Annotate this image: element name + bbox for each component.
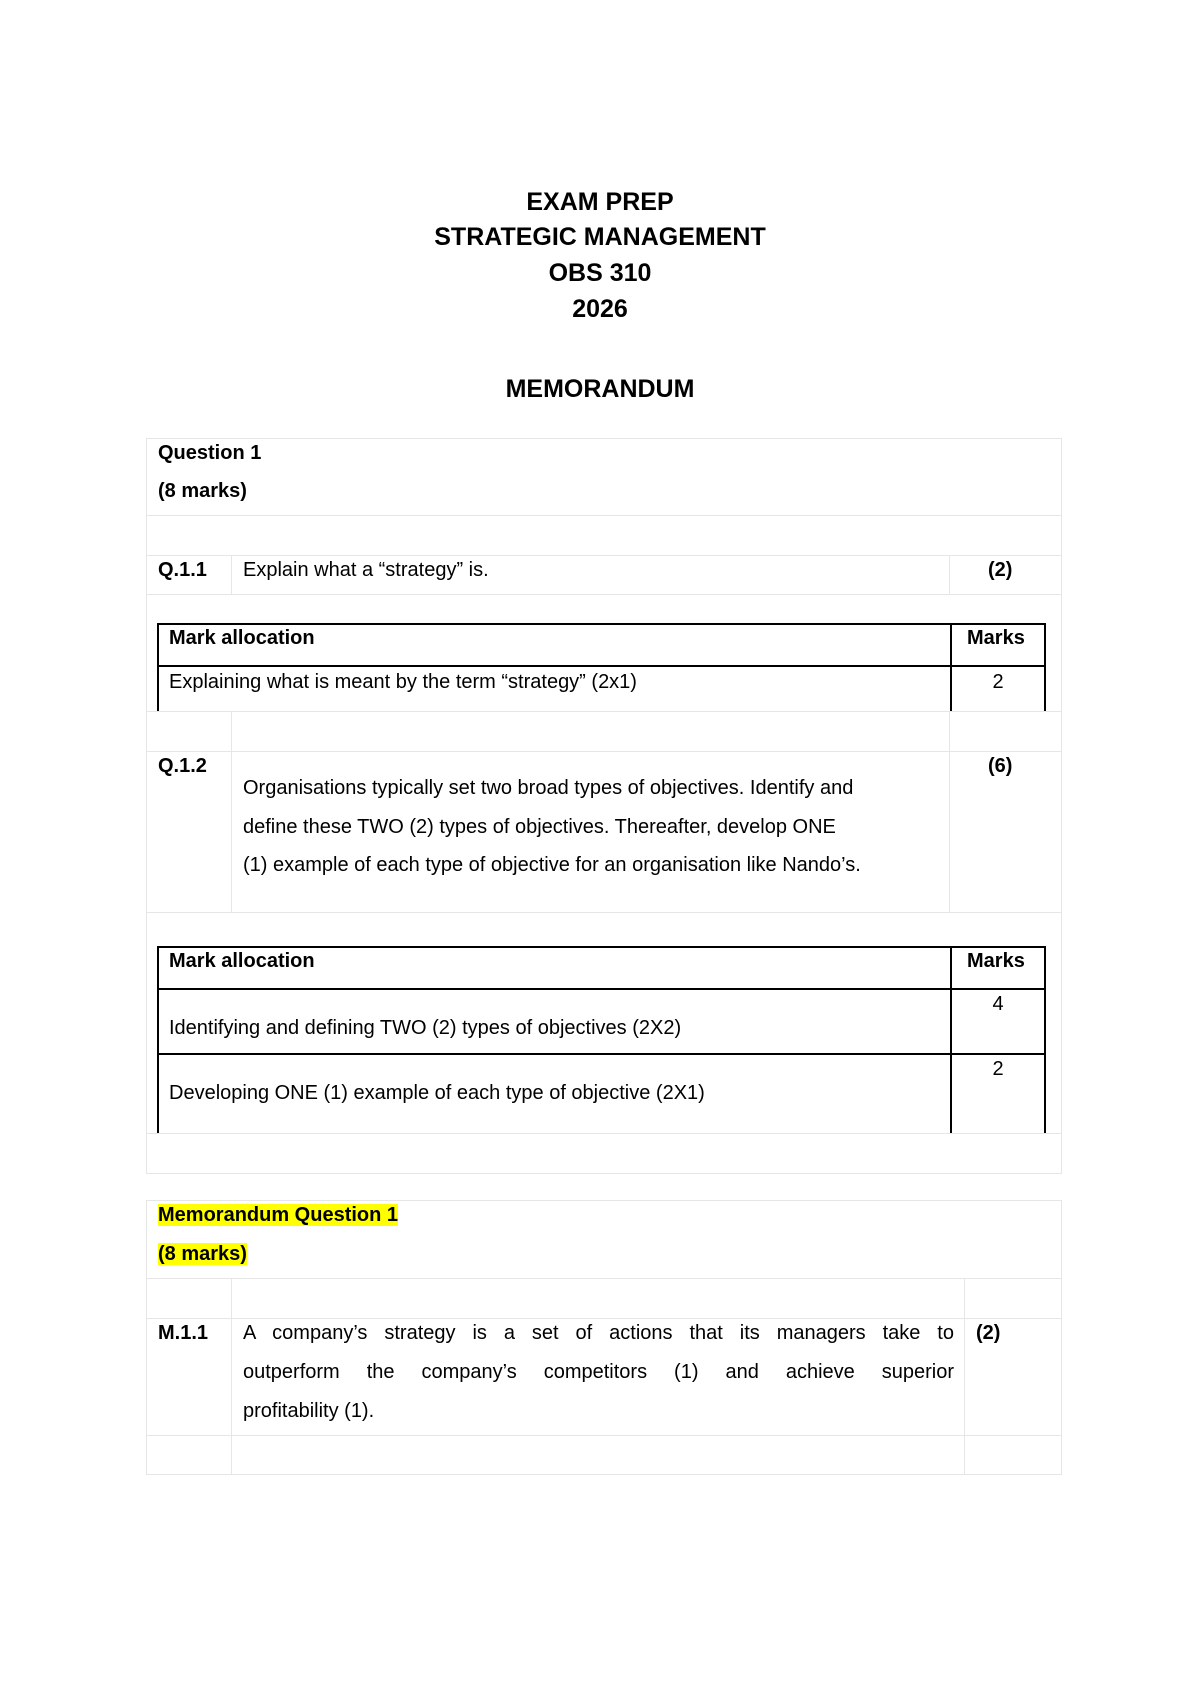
q-1-1-number: Q.1.1	[158, 559, 207, 581]
memo-question-1-heading-text: Memorandum Question 1	[158, 1204, 399, 1226]
q-1-2-marks: (6)	[988, 755, 1013, 777]
q-1-2-text-line-2: define these TWO (2) types of objectives. Thereafter, develop ONE	[243, 816, 836, 838]
m-1-1-text-line-2: outperform the company’s competitors (1) and achieve superior	[243, 1361, 954, 1383]
alloc-2-header-mark-allocation: Mark allocation	[169, 950, 315, 972]
alloc-2-row-1-marks: 4	[992, 993, 1004, 1015]
memo-question-1-marks	[158, 1242, 247, 1266]
memo-question-1-marks-text: (8 marks)	[158, 1243, 247, 1265]
question-1-marks: (8 marks)	[158, 480, 247, 502]
m-1-1-number: M.1.1	[158, 1322, 209, 1344]
q-1-1-text: Explain what a “strategy” is.	[243, 559, 489, 581]
alloc-2-row-1-text: Identifying and defining TWO (2) types of objectives (2X2)	[169, 1017, 682, 1039]
q-1-2-text-line-1: Organisations typically set two broad types of objectives. Identify and	[243, 777, 854, 799]
doc-title-memorandum: MEMORANDUM	[505, 375, 695, 403]
doc-title-exam-prep: EXAM PREP	[526, 188, 674, 216]
q-1-2-text-line-3: (1) example of each type of objective for an organisation like Nando’s.	[243, 854, 861, 876]
alloc-2-row-2-text: Developing ONE (1) example of each type of objective (2X1)	[169, 1082, 705, 1104]
q-1-2-number: Q.1.2	[158, 755, 207, 777]
q-1-1-marks: (2)	[988, 559, 1013, 581]
alloc-1-row-1-text: Explaining what is meant by the term “strategy” (2x1)	[169, 671, 637, 693]
alloc-2-header-marks: Marks	[967, 950, 1025, 972]
doc-title-course-code: OBS 310	[548, 259, 652, 287]
doc-title-year: 2026	[572, 295, 628, 323]
m-1-1-marks: (2)	[976, 1322, 1001, 1344]
alloc-1-header-mark-allocation: Mark allocation	[169, 627, 315, 649]
alloc-1-row-1-marks: 2	[992, 671, 1004, 693]
doc-title-subject: STRATEGIC MANAGEMENT	[434, 223, 766, 251]
memo-question-1-heading	[158, 1203, 398, 1227]
question-1-heading: Question 1	[158, 442, 262, 464]
alloc-2-row-2-marks: 2	[992, 1058, 1004, 1080]
m-1-1-text-line-3: profitability (1).	[243, 1400, 375, 1422]
alloc-1-header-marks: Marks	[967, 627, 1025, 649]
m-1-1-text-line-1: A company’s strategy is a set of actions that its managers take to	[243, 1322, 954, 1344]
